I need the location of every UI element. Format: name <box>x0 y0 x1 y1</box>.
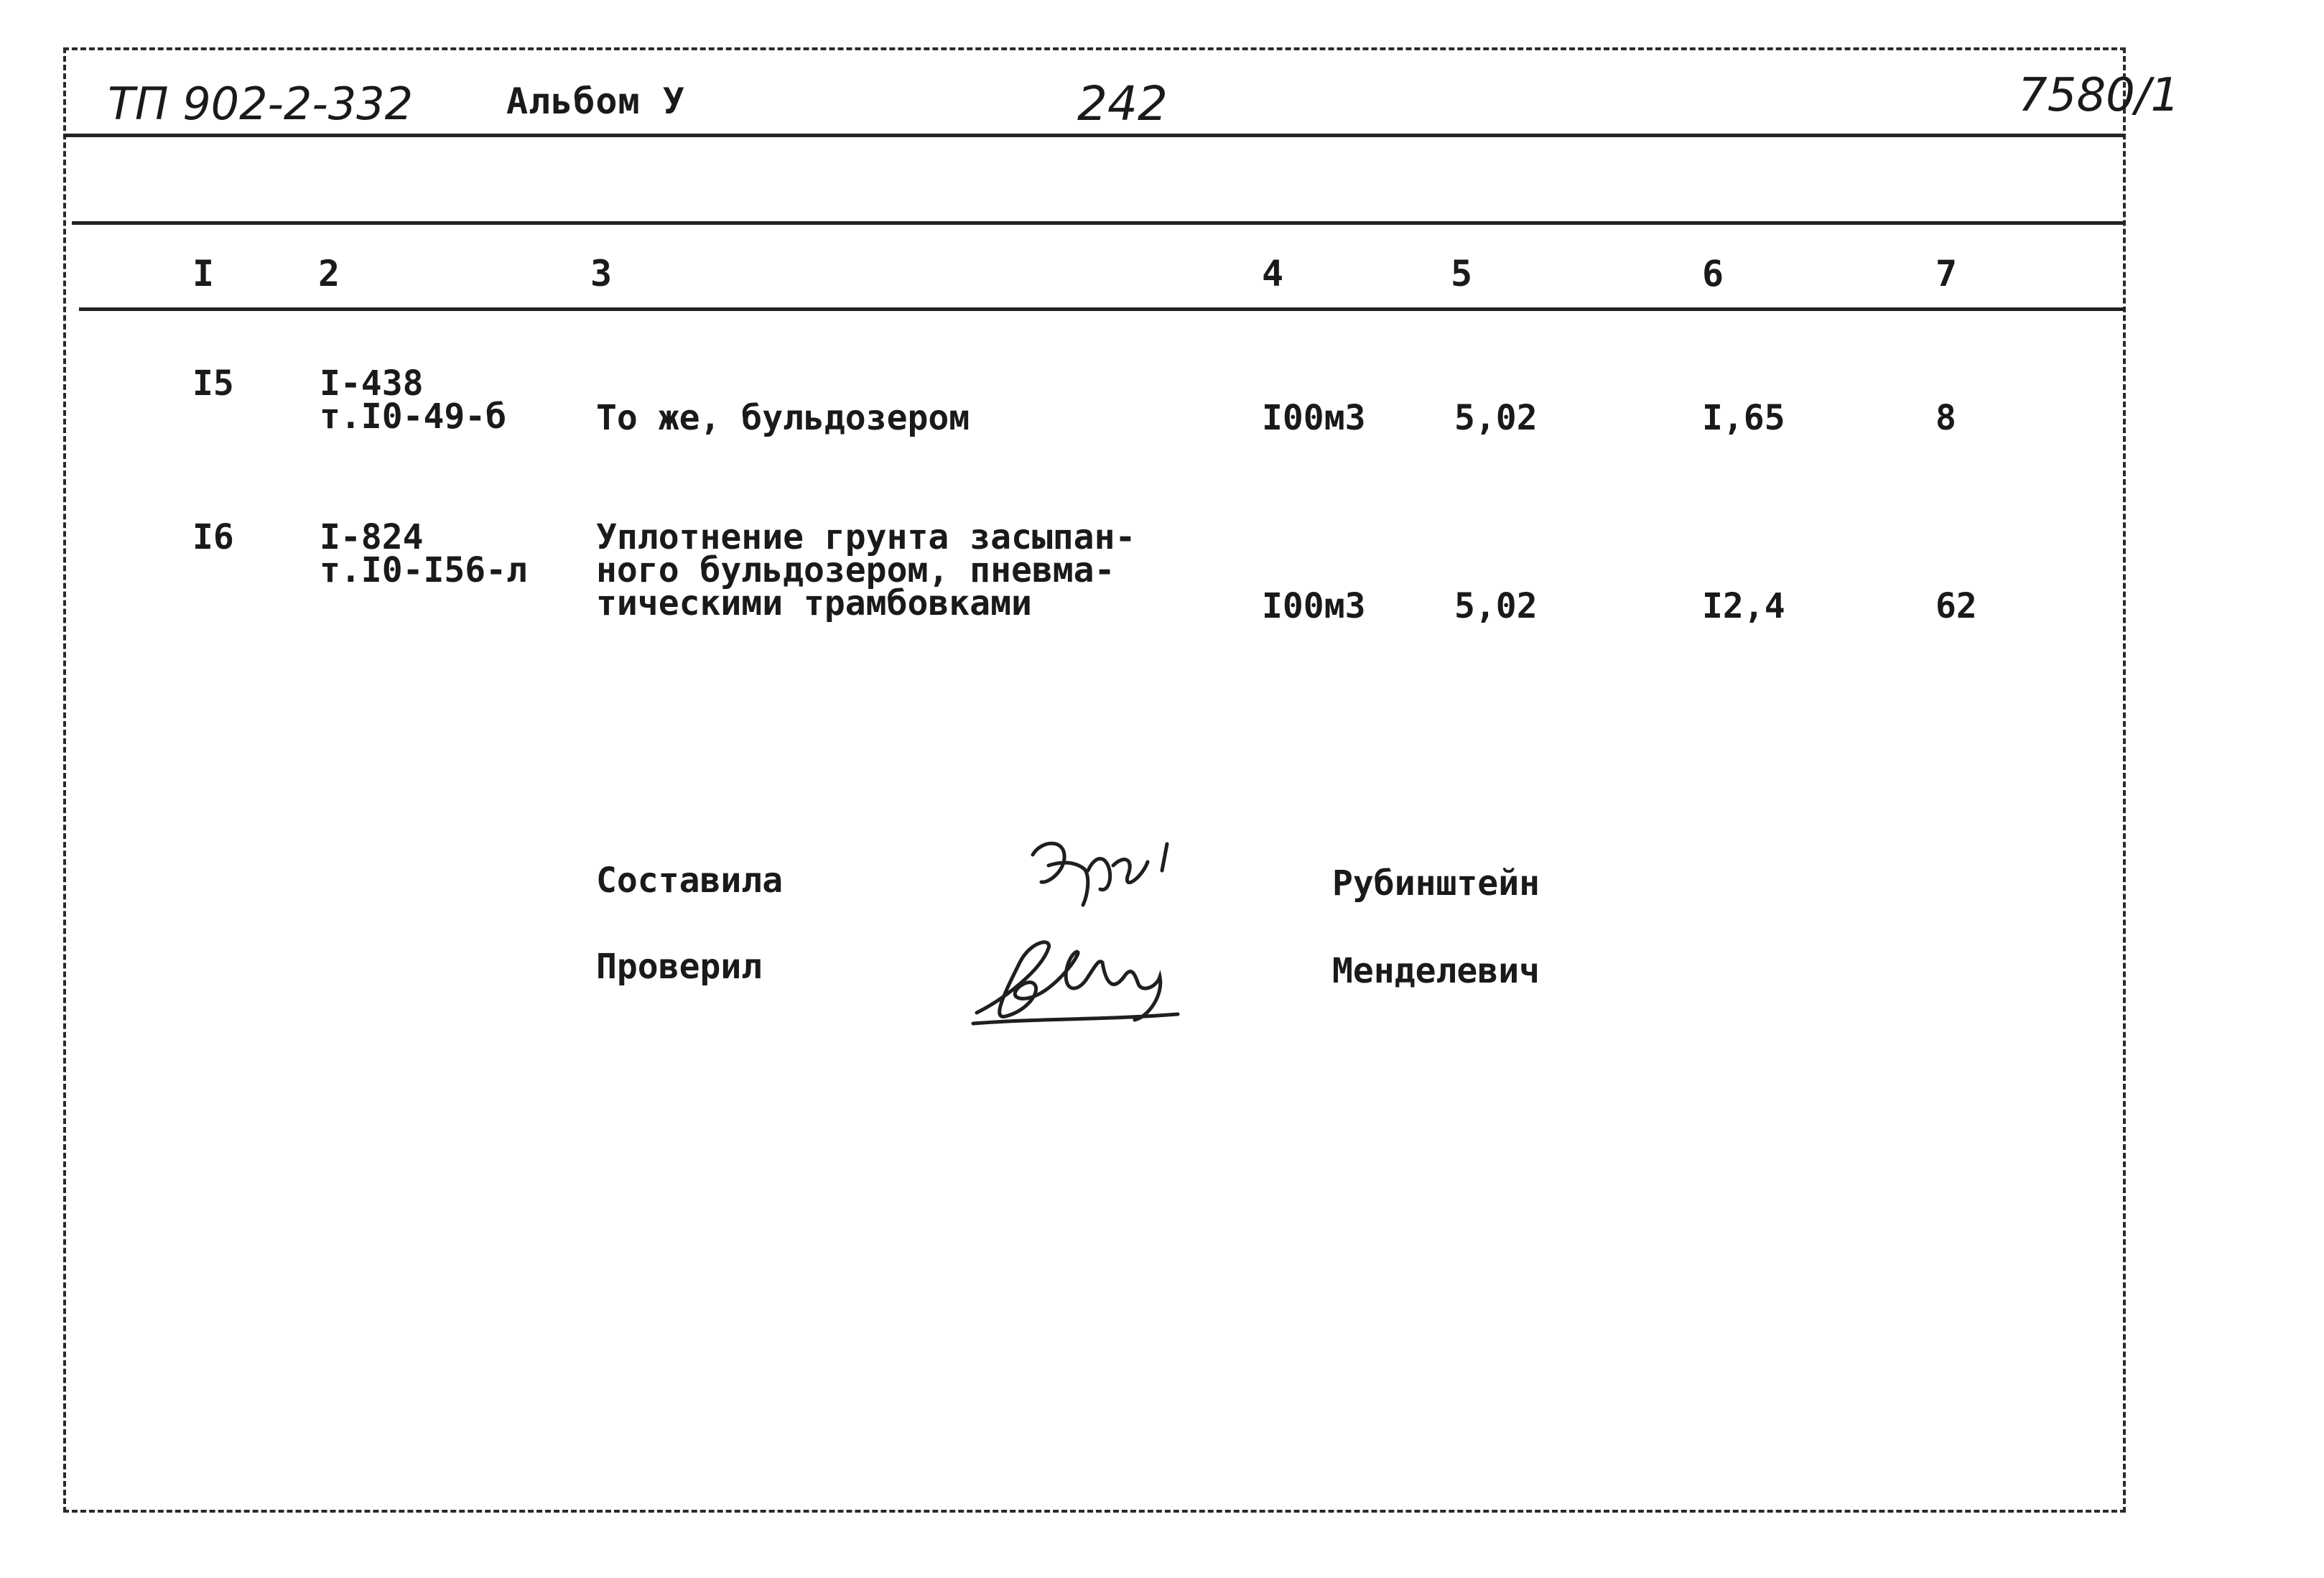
col-header-3: 3 <box>590 253 613 294</box>
row-description-line1: То же, бульдозером <box>596 398 970 438</box>
checked-signature <box>962 927 1199 1034</box>
document-frame <box>63 47 2126 1513</box>
table-top-rule <box>72 221 2126 225</box>
row-description-line3: тическими трамбовками <box>596 583 1032 623</box>
compiled-signature <box>1020 826 1207 919</box>
sheet-code: 7580/1 <box>2018 69 2180 122</box>
row-quantity: 5,02 <box>1454 398 1538 438</box>
row-number: I6 <box>192 517 234 557</box>
header-rule <box>63 134 2126 137</box>
col-header-7: 7 <box>1935 253 1958 294</box>
compiled-name: Рубинштейн <box>1332 863 1540 904</box>
col-header-6: 6 <box>1702 253 1724 294</box>
col-header-2: 2 <box>318 253 340 294</box>
row-rate: I,65 <box>1702 398 1785 438</box>
row-unit: I00м3 <box>1262 398 1366 438</box>
row-number: I5 <box>192 363 234 404</box>
row-total: 8 <box>1935 398 1956 438</box>
row-rate: I2,4 <box>1702 586 1785 626</box>
row-code-line2: т.I0-I56-л <box>320 550 527 590</box>
row-description-line2: ного бульдозером, пневма- <box>596 550 1115 590</box>
checked-name: Менделевич <box>1332 951 1540 991</box>
col-header-1: I <box>192 253 215 294</box>
col-header-4: 4 <box>1262 253 1284 294</box>
row-unit: I00м3 <box>1262 586 1366 626</box>
row-description-line1: Уплотнение грунта засыпан- <box>596 517 1136 557</box>
row-quantity: 5,02 <box>1454 586 1538 626</box>
row-code-line1: I-824 <box>320 517 424 557</box>
compiled-label: Составила <box>596 860 784 901</box>
col-header-5: 5 <box>1451 253 1473 294</box>
page-number: 242 <box>1077 76 1168 131</box>
project-code: ТП 902-2-332 <box>108 78 414 130</box>
row-total: 62 <box>1935 586 1977 626</box>
checked-label: Проверил <box>596 947 763 987</box>
row-code-line1: I-438 <box>320 363 424 404</box>
column-header-rule <box>79 307 2126 311</box>
album-label: Альбом У <box>506 80 685 122</box>
row-code-line2: т.I0-49-б <box>320 396 507 437</box>
